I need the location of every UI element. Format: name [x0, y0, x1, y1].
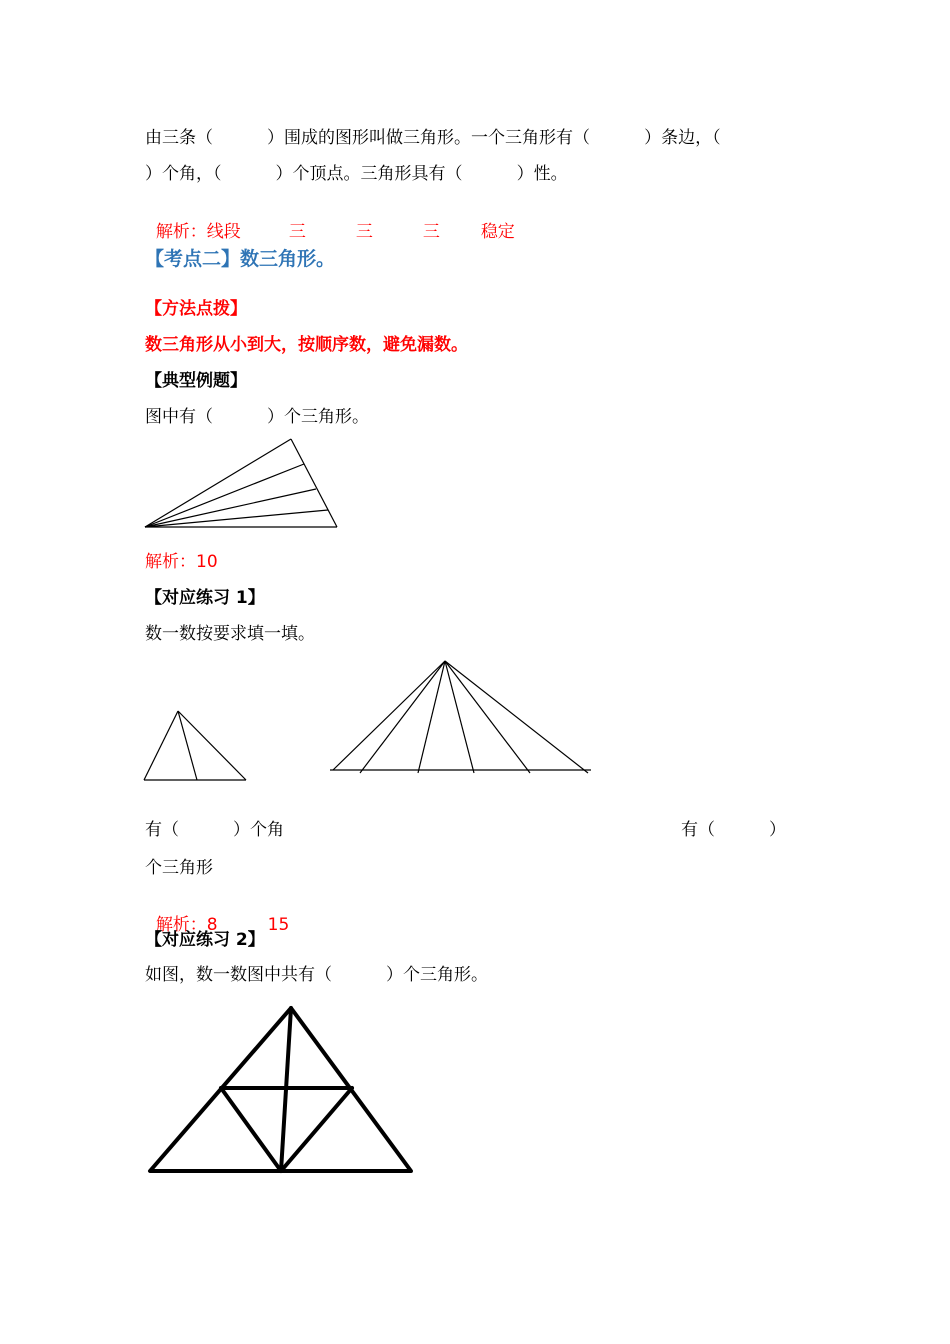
method-label: 【方法点拨】 [145, 299, 247, 319]
q1-line2: ）个角，（ ）个顶点。三角形具有（ ）性。 [145, 164, 568, 184]
practice1-answer-second: 15 [267, 915, 290, 935]
q1-line1: 由三条（ ）围成的图形叫做三角形。一个三角形有（ ）条边，（ [145, 128, 721, 148]
practice1-right-blank: 有（ ） [681, 820, 787, 840]
practice2-question: 如图，数一数图中共有（ ）个三角形。 [145, 965, 489, 985]
practice2-label: 【对应练习 2】 [145, 930, 265, 950]
example-question: 图中有（ ）个三角形。 [145, 407, 370, 427]
q1-answer-2: 三 [355, 222, 373, 242]
q1-answer-3: 三 [422, 222, 440, 242]
practice1-label: 【对应练习 1】 [145, 588, 265, 608]
q1-answer-label: 解析：线段 [155, 222, 241, 242]
method-text: 数三角形从小到大，按顺序数，避免漏数。 [145, 335, 468, 355]
q1-answer-1: 三 [288, 222, 306, 242]
example-answer: 解析：10 [145, 552, 218, 572]
practice1-left-blank: 有（ ）个角 [145, 820, 285, 840]
section-heading: 【考点二】数三角形。 [145, 248, 336, 270]
example-label: 【典型例题】 [145, 371, 247, 391]
practice1-answer-label: 解析：8 [155, 915, 218, 935]
practice1-instruction: 数一数按要求填一填。 [145, 624, 315, 644]
q1-answer-4: 稳定 [480, 222, 515, 242]
practice1-line3: 个三角形 [145, 858, 213, 878]
